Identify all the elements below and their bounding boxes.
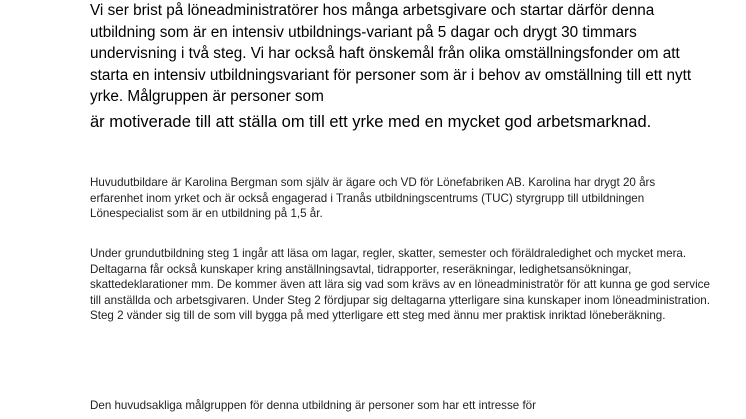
paragraph-course-content: Under grundutbildning steg 1 ingår att läsa om lagar, regler, skatter, semester och föräldraledighet och mycket mera. Deltagarna får också kunskaper kring anställningsavtal, tidrapporter, reseräkningar, ledighetsansökningar, skattedeklarationer mm. De kommer även att lära sig vad som krävs av en löneadministratör för att kunna ge god service till anställda och arbetsgivaren. Under Steg 2 fördjupar sig deltagarna ytterligare sina kunskaper inom löneadministration. Steg 2 vänder sig till de som vill bygga på med ytterligare ett steg med ännu mer praktisk inriktad löneberäkning. xyxy=(90,247,710,323)
intro-paragraph xyxy=(90,0,710,134)
intro-text: Vi ser brist på löneadministratörer hos många arbetsgivare och startar därför denna utbildning som är en intensiv utbildnings-variant på 5 dagar och drygt 30 timmars undervisning i två steg. Vi har också haft önskemål från olika omställningsfonder om att starta en intensiv utbildningsvariant för personer som är i behov av omställning till ett nytt yrke. Målgruppen är personer som xyxy=(90,2,692,105)
paragraph-instructor: Huvudutbildare är Karolina Bergman som själv är ägare och VD för Lönefabriken AB. Karolina har drygt 20 års erfarenhet inom yrket och är också engagerad i Tranås utbildningscentrums (TUC) styrgrupp till utbildningen Lönespecialist som är en utbildning på 1,5 år. xyxy=(90,176,656,221)
paragraph-target-group: Den huvudsakliga målgruppen för denna utbildning är personer som har ett intresse för xyxy=(90,399,536,412)
intro-last-line: är motiverade till att ställa om till ett yrke med en mycket god arbetsmarknad. xyxy=(90,112,652,131)
